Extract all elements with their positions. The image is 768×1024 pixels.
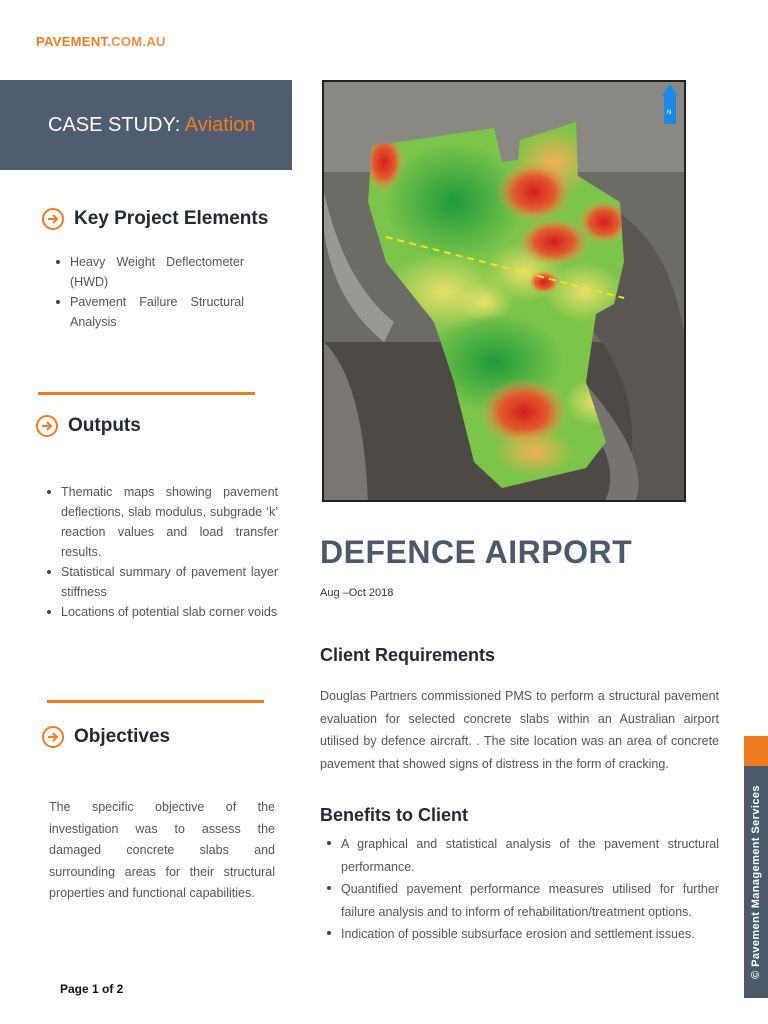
section-divider bbox=[47, 700, 264, 703]
list-item: Locations of potential slab corner voids bbox=[45, 602, 278, 622]
copyright-label: © Pavement Management Services bbox=[750, 785, 762, 979]
key-elements-heading bbox=[42, 208, 268, 230]
pavement-deflection-map bbox=[322, 80, 686, 502]
side-tab-accent bbox=[744, 736, 768, 766]
objectives-heading bbox=[42, 726, 170, 748]
case-study-heading bbox=[48, 114, 256, 137]
list-item: Quantified pavement performance measures utilised for further failure analysis and to inform of rehabilitation/treatment options. bbox=[325, 878, 719, 923]
north-label: N bbox=[667, 110, 672, 116]
arrow-right-icon bbox=[42, 208, 64, 230]
client-requirements-heading: Client Requirements bbox=[320, 645, 496, 665]
outputs-heading bbox=[36, 415, 141, 437]
benefits-list bbox=[325, 833, 719, 946]
section-title: Objectives bbox=[74, 726, 171, 747]
section-title: Key Project Elements bbox=[74, 208, 269, 229]
project-date: Aug –Oct 2018 bbox=[320, 587, 394, 599]
key-elements-list bbox=[54, 252, 244, 332]
list-item: Heavy Weight Deflectometer (HWD) bbox=[54, 252, 244, 292]
case-study-banner bbox=[0, 80, 292, 170]
objectives-text: The specific objective of the investigation was to assess the damaged concrete slabs and surrounding areas for their structural properties and functional capabilities. bbox=[49, 800, 275, 900]
arrow-right-icon bbox=[36, 415, 58, 437]
page-title: DEFENCE AIRPORT bbox=[320, 534, 633, 570]
side-copyright-tab bbox=[744, 736, 768, 998]
case-study-label: CASE STUDY: bbox=[48, 114, 181, 136]
outputs-list bbox=[45, 482, 278, 622]
client-requirements-text: Douglas Partners commissioned PMS to perform a structural pavement evaluation for selected concrete slabs within an Australian airport utilised by defence aircraft. . The site location was an area of concrete pavement that showed signs of distress in the form of cracking. bbox=[320, 689, 719, 771]
case-study-category: Aviation bbox=[184, 114, 256, 136]
list-item: Thematic maps showing pavement deflections, slab modulus, subgrade ‘k’ reaction values and load transfer results. bbox=[45, 482, 278, 562]
list-item: Pavement Failure Structural Analysis bbox=[54, 292, 244, 332]
list-item: A graphical and statistical analysis of the pavement structural performance. bbox=[325, 833, 719, 878]
section-divider bbox=[38, 392, 255, 395]
page-number: Page 1 of 2 bbox=[60, 982, 124, 996]
benefits-heading: Benefits to Client bbox=[320, 805, 469, 825]
list-item: Statistical summary of pavement layer stiffness bbox=[45, 562, 278, 602]
section-title: Outputs bbox=[68, 415, 141, 436]
arrow-right-icon bbox=[42, 726, 64, 748]
list-item: Indication of possible subsurface erosion and settlement issues. bbox=[325, 923, 719, 946]
logo-tld: .COM.AU bbox=[107, 34, 166, 49]
company-logo[interactable] bbox=[36, 34, 166, 49]
logo-brand: PAVEMENT bbox=[36, 34, 108, 49]
